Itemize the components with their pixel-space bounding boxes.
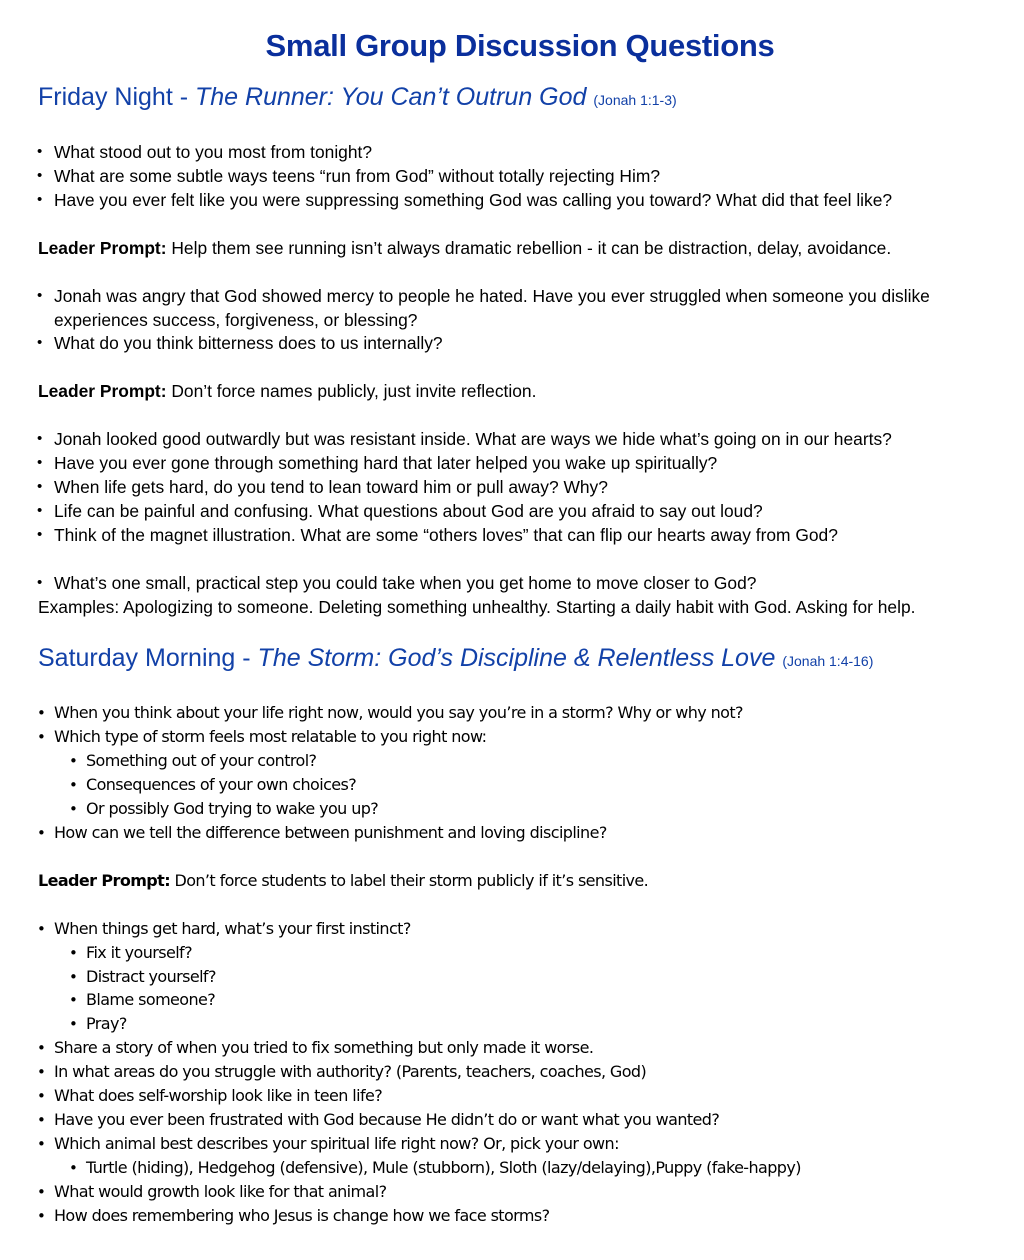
list-item: • What does self-worship look like in teen life?: [54, 1084, 382, 1108]
sub-list-item: • Consequences of your own choices?: [86, 773, 356, 797]
leader-prompt: [38, 379, 536, 403]
friday-heading: [38, 83, 677, 112]
document-title: Small Group Discussion Questions: [265, 28, 775, 63]
list-item: • What stood out to you most from tonight?: [54, 140, 372, 164]
friday-scripture-ref: (Jonah 1:1-3): [593, 92, 677, 108]
list-item: • What’s one small, practical step you could take when you get home to move closer to God?: [54, 571, 756, 595]
sub-list-item: • Pray?: [86, 1012, 127, 1036]
leader-prompt-label: Leader Prompt:: [38, 871, 170, 890]
list-item: • Life can be painful and confusing. What questions about God are you afraid to say out loud?: [54, 499, 763, 523]
saturday-scripture-ref: (Jonah 1:4-16): [782, 653, 874, 669]
list-item: • Which type of storm feels most relatable to you right now:: [54, 725, 486, 749]
list-item: • How does remembering who Jesus is change how we face storms?: [54, 1204, 550, 1228]
sub-list-item: • Fix it yourself?: [86, 941, 192, 965]
list-item: • What are some subtle ways teens “run from God” without totally rejecting Him?: [54, 164, 660, 188]
list-item: • Which animal best describes your spiritual life right now? Or, pick your own:: [54, 1132, 619, 1156]
list-item: • Jonah was angry that God showed mercy to people he hated. Have you ever struggled when someone you dislike: [54, 284, 930, 308]
sub-list-item: • Turtle (hiding), Hedgehog (defensive), Mule (stubborn), Sloth (lazy/delaying),Puppy (fake-happy): [86, 1156, 801, 1180]
list-item: • What do you think bitterness does to us internally?: [54, 331, 443, 355]
leader-prompt-label: Leader Prompt:: [38, 238, 167, 258]
sub-list-item: • Something out of your control?: [86, 749, 316, 773]
list-item: • Think of the magnet illustration. What are some “others loves” that can flip our hearts away from God?: [54, 523, 838, 547]
list-item: • Have you ever been frustrated with God because He didn’t do or want what you wanted?: [54, 1108, 719, 1132]
list-item: • Share a story of when you tried to fix something but only made it worse.: [54, 1036, 593, 1060]
list-item: • When things get hard, what’s your first instinct?: [54, 917, 411, 941]
examples-text: Examples: Apologizing to someone. Deleting something unhealthy. Starting a daily habit with God. Asking for help.: [38, 597, 916, 617]
leader-prompt: [38, 869, 648, 893]
saturday-heading: [38, 644, 873, 673]
sub-list-item: • Or possibly God trying to wake you up?: [86, 797, 378, 821]
list-item: • When life gets hard, do you tend to lean toward him or pull away? Why?: [54, 475, 608, 499]
leader-prompt: [38, 236, 891, 260]
list-item: • Have you ever gone through something hard that later helped you wake up spiritually?: [54, 451, 717, 475]
sub-list-item: • Blame someone?: [86, 988, 215, 1012]
list-item: • How can we tell the difference between punishment and loving discipline?: [54, 821, 607, 845]
friday-heading-title: The Runner: You Can’t Outrun God: [194, 83, 587, 111]
leader-prompt-text: Don’t force students to label their storm publicly if it’s sensitive.: [170, 871, 649, 890]
friday-heading-prefix: Friday Night -: [38, 83, 195, 111]
leader-prompt-label: Leader Prompt:: [38, 381, 167, 401]
list-item-continuation: experiences success, forgiveness, or blessing?: [54, 310, 418, 330]
saturday-heading-title: The Storm: God’s Discipline & Relentless Love: [257, 644, 776, 672]
list-item: • Jonah looked good outwardly but was resistant inside. What are ways we hide what’s going on in our hearts?: [54, 427, 892, 451]
leader-prompt-text: Help them see running isn’t always dramatic rebellion - it can be distraction, delay, avoidance.: [166, 238, 892, 258]
saturday-heading-prefix: Saturday Morning -: [38, 644, 258, 672]
list-item: • When you think about your life right now, would you say you’re in a storm? Why or why not?: [54, 701, 743, 725]
list-item: • Have you ever felt like you were suppressing something God was calling you toward? What did that feel like?: [54, 188, 892, 212]
list-item: • In what areas do you struggle with authority? (Parents, teachers, coaches, God): [54, 1060, 646, 1084]
list-item: • What would growth look like for that animal?: [54, 1180, 386, 1204]
sub-list-item: • Distract yourself?: [86, 965, 216, 989]
leader-prompt-text: Don’t force names publicly, just invite reflection.: [166, 381, 537, 401]
